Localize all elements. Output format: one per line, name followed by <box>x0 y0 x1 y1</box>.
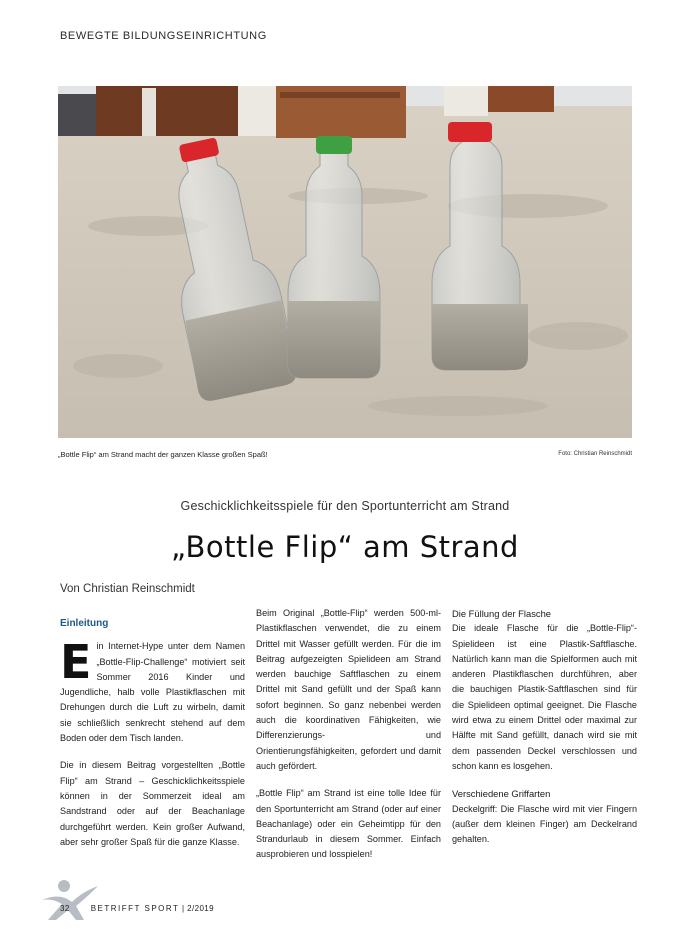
beach-bottles-photo <box>58 86 632 438</box>
intro-text: in Internet-Hype unter dem Namen „Bottle-Flip-Challenge“ motiviert seit Sommer 2016 Kinder und Jugendliche, halb volle Plastikflaschen mit Drehungen durch die Luft zu wirbeln, damit sie schließlich senkrecht stehend auf dem Boden oder dem Tisch landen. <box>60 641 245 744</box>
intro-paragraph <box>60 635 245 746</box>
paragraph-6: Deckelgriff: Die Flasche wird mit vier Fingern (außer dem kleinen Finger) am Deckelrand gehalten. <box>452 803 637 845</box>
article-title: „Bottle Flip“ am Strand <box>171 530 519 564</box>
column-3 <box>452 606 637 859</box>
jumping-figure-icon <box>40 878 100 920</box>
paragraph-2: Die in diesem Beitrag vorgestellten „Bottle Flip“ am Strand – Geschicklichkeitsspiele können in der Sommerzeit ideal am Sandstrand oder auf der Beachanlage durchgeführt werden. Kein großer Aufwand, aber sehr großer Spaß für die ganze Klasse. <box>60 760 245 847</box>
issue-number: 2/2019 <box>187 904 215 913</box>
page-number: 32 <box>60 904 70 913</box>
article-kicker: Geschicklichkeitsspiele für den Sportunterricht am Strand <box>180 499 510 513</box>
paragraph-3: Beim Original „Bottle-Flip“ werden 500-ml-Plastikflaschen verwendet, die zu einem Drittel mit Wasser gefüllt werden. Für die im Beitrag aufgezeigten Spielideen am Strand werden bauchige Saftflaschen zu einem Drittel mit Sand gefüllt und der Spaß kann sofort beginnen. So ganz nebenbei werden auch die koordinativen Fähigkeiten, wie Differenzierungs- und Orientierungsfähigkeiten, gefordert und damit auch gefördert. <box>256 608 441 771</box>
paragraph-5: Die ideale Flasche für die „Bottle-Flip“-Spielideen ist eine Plastik-Saftflasche. Natürlich kann man die Spielformen auch mit anderen Plastikflaschen durchführen, aber die bauchigen Plastik-Saftflaschen sind für die Spielideen optimal geeignet. Die Flasche wird etwa zu einem Drittel oder maximal zur Hälfte mit Sand gefüllt, danach wird sie mit dem passenden Deckel verschlossen und schon kann es losgehen. <box>452 623 637 771</box>
photo-caption: „Bottle Flip“ am Strand macht der ganzen Klasse großen Spaß! <box>58 450 268 459</box>
magazine-name: BETRIFFT SPORT <box>90 904 180 913</box>
drop-cap: E <box>60 635 92 690</box>
intro-heading: Einleitung <box>60 618 109 629</box>
footer-logo <box>40 878 100 925</box>
column-2 <box>256 606 441 875</box>
photo-credit: Foto: Christian Reinschmidt <box>558 451 632 457</box>
section-label: BEWEGTE BILDUNGSEINRICHTUNG <box>60 30 267 42</box>
paragraph-4: „Bottle Flip“ am Strand ist eine tolle Idee für den Sportunterricht am Strand (oder auf einer Beachanlage) oder ein Geheimtipp für den Strandurlaub in diesem Sommer. Einfach ausprobieren und losspielen! <box>256 788 441 860</box>
grips-heading: Verschiedene Griffarten <box>452 788 551 800</box>
footer-text: 32 BETRIFFT SPORT | 2/2019 <box>60 904 215 913</box>
fill-heading: Die Füllung der Flasche <box>452 608 552 619</box>
column-1 <box>60 606 245 862</box>
article-author: Von Christian Reinschmidt <box>60 583 195 595</box>
